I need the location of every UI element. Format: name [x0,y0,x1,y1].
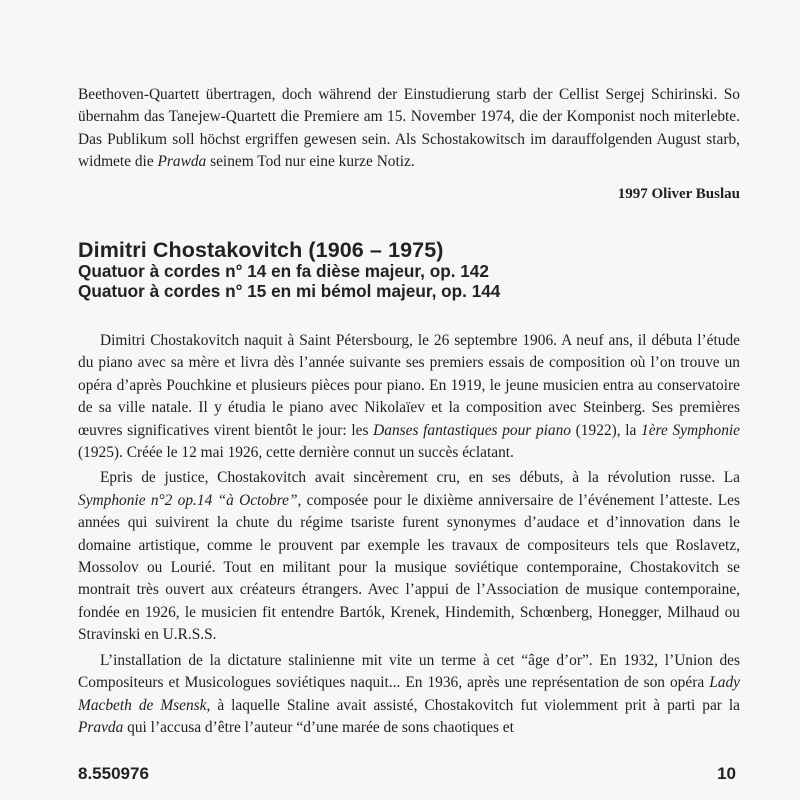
text-run: , à laquelle Staline avait assisté, Chostakovitch fut violemment prit à parti par la [206,696,740,714]
work-subtitle-2: Quatuor à cordes n° 15 en mi bémol majeur, op. 144 [78,280,501,301]
text-run: Dimitri Chostakovitch naquit à Saint Pétersbourg, le 26 septembre 1906. A neuf ans, il débuta l’étude du piano avec sa mère et livra dès l’année suivante ses premiers essais de composition où l’on trouve un opéra d’après Pouchkine et plusieurs pièces pour piano. En 1919, le jeune musicien entra au conservatoire de sa ville natale. Il y étudia le piano avec Nikolaïev et la composition avec Steinberg. Ses premières œuvres significatives virent bientôt le jour: les [78,332,740,439]
italic-work-title: Danses fantastiques pour piano [373,421,571,439]
french-body [78,330,740,739]
text-run: qui l’accusa d’être l’auteur “d’une marée de sons chaotiques et [123,718,514,736]
text-run: (1925). Créée le 12 mai 1926, cette dernière connut un succès éclatant. [78,444,514,462]
paragraph-3 [78,650,740,740]
catalog-number: 8.550976 [78,764,149,783]
german-italic-prawda: Prawda [157,153,207,171]
german-text-part: Beethoven-Quartett übertragen, doch während der Einstudierung starb der Cellist Sergej Schirinski. So übernahm das Tanejew-Quartett die Premiere am 15. November 1974, die der Komponist noch miterlebte. Das Publikum soll höchst ergriffen gewesen sein. Als Schostakowitsch im darauffolgenden August starb, widmete die [78,86,740,171]
work-subtitle-1: Quatuor à cordes n° 14 en fa dièse majeur, op. 142 [78,261,489,281]
text-run: L’installation de la dictature stalinienne mit vite un terme à cet “âge d’or”. En 1932, l’Union des Compositeurs et Musicologues soviétiques naquit... En 1936, après une représentation de son opéra [78,651,740,692]
text-run: (1922), la [571,421,642,439]
page-number: 10 [717,764,736,783]
text-run: , composée pour le dixième anniversaire de l’événement l’atteste. Les années qui suivirent la chute du régime tsariste furent synonymes d’audace et d’innovation dans le domaine artistique, comme le prouvent par exemple les travaux de compositeurs tels que Roslavetz, Mossolov ou Lourié. Tout en militant pour la musique soviétique contemporaine, Chostakovitch se montrait très ouvert aux créateurs étrangers. Avec l’appui de l’Association de musique contemporaine, fondée en 1926, le musicien fit entendre Bartók, Krenek, Hindemith, Schœnberg, Honegger, Milhaud ou Stravinski en U.R.S.S. [78,491,740,644]
composer-title: Dimitri Chostakovitch (1906 – 1975) [78,238,444,262]
paragraph-1 [78,330,740,464]
section-heading [78,238,740,301]
german-text [78,84,740,174]
german-intro-paragraph [78,84,740,174]
author-signature: 1997 Oliver Buslau [617,186,740,202]
paragraph-2 [78,467,740,646]
german-text-part: seinem Tod nur eine kurze Notiz. [206,153,415,171]
italic-work-title: Lady Macbeth de Msensk [78,674,740,714]
text-run: Epris de justice, Chostakovitch avait sincèrement cru, en ses débuts, à la révolution russe. La [100,469,740,487]
italic-work-title: Symphonie n°2 op.14 “à Octobre” [78,491,298,509]
italic-work-title: 1ère Symphonie [641,421,740,439]
italic-newspaper-title: Pravda [78,718,124,736]
